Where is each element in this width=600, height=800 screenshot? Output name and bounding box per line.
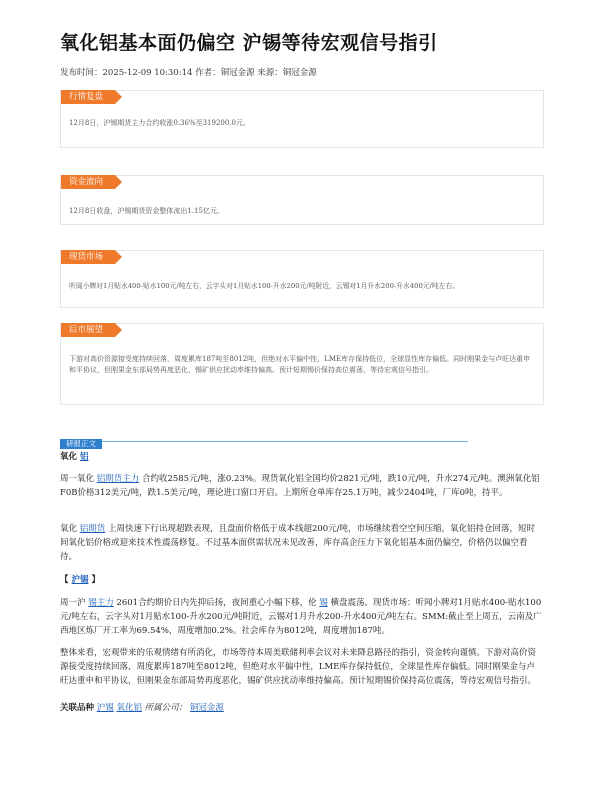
tin-p1-prefix: 周一沪 <box>60 598 86 608</box>
tin-p1-text: 横盘震荡。现货市场：听闻小牌对1月贴水400-贴水100元/吨左右，云字头对1月贴水100-升水200元/吨附近，云锡对1月升水200-升水400元/吨左右。SMM:截止至上周五，云南及广西地区炼厂开工率为69.54%，周度增加0.2%。社会库存为8012吨，周度增加187吨。 <box>60 598 542 636</box>
report-body-label: 研报正文 <box>60 439 102 449</box>
alumina-p2-text: 上周快速下行出现超跌表现，且盘面价格低于成本线超200元/吨，市场继续看空空间压缩，氧化铝持仓回落，短时间氧化铝价格或迎来技术性震荡修复。不过基本面供需状况未见改善，库存高企压力下氧化铝基本面仍偏空，价格仍以偏空看待。 <box>60 524 536 562</box>
alumina-link[interactable]: 铝 <box>79 452 89 462</box>
alumina-p1-prefix: 周一氧化 <box>60 474 95 484</box>
capital-flow-box <box>60 175 544 225</box>
report-body-header <box>60 431 468 448</box>
tin-paragraph-2: 整体来看，宏观带来的乐观情绪有所消化，市场等待本周美联储利率会议对未来降息路径的指引，资金转向谨慎。下游对高价资源接受度持续回落，周度累库187吨至8012吨，但绝对水平偏中性，LME库存保持低位，全球显性库存偏低。同时刚果金与卢旺达重申和平协议，但刚果金东部局势再度恶化，锡矿供应扰动率维持偏高。预计短期锡价保持高位震荡，等待宏观信号指引。 <box>60 648 537 686</box>
variety-alumina-link[interactable]: 氧化铝 <box>116 703 142 713</box>
alumina-heading-prefix: 氧化 <box>60 452 78 462</box>
tin-link[interactable]: 沪锡 <box>71 575 89 585</box>
alumina-p2-prefix: 氧化 <box>60 524 78 534</box>
spot-market-tag: 现货市场 <box>61 250 115 264</box>
alumina-paragraph-2 <box>60 522 542 564</box>
market-review-text: 12月8日，沪锡期货主力合约收涨0.36%至319200.0元。 <box>69 119 250 127</box>
spot-market-text: 听闻小牌对1月贴水400-贴水100元/吨左右，云字头对1月贴水100-升水200元/吨附近，云锡对1月升水200-升水400元/吨左右。 <box>69 282 460 290</box>
tin-p1-mid: 2601合约期价日内先抑后扬，夜间重心小幅下移，伦 <box>116 598 317 608</box>
alumina-futures-main-link[interactable]: 铝期货主力 <box>96 474 140 484</box>
tin-heading-close: 】 <box>91 575 100 585</box>
lme-tin-link[interactable]: 锡 <box>319 598 328 608</box>
tin-paragraph-1 <box>60 596 542 638</box>
outlook-box <box>60 323 544 405</box>
company-label: 所属公司： <box>144 703 188 713</box>
tin-main-link[interactable]: 锡主力 <box>88 598 114 608</box>
market-review-tag: 行情复盘 <box>61 90 115 104</box>
related-varieties <box>60 701 542 715</box>
tin-heading <box>60 573 542 587</box>
article-meta: 发布时间：2025-12-09 10:30:14 作者：铜冠金源 来源：铜冠金源 <box>60 68 317 78</box>
capital-flow-tag: 资金流向 <box>61 175 115 189</box>
outlook-text: 下游对高价资源接受度持续回落，周度累库187吨至8012吨，但绝对水平偏中性，LME库存保持低位，全球显性库存偏低。同时刚果金与卢旺达重申和平协议，但刚果金东部局势再度恶化，锡矿供应扰动率维持偏高。预计短期锡价保持高位震荡，等待宏观信号指引。 <box>69 355 531 374</box>
company-link[interactable]: 铜冠金源 <box>189 703 224 713</box>
related-label: 关联品种 <box>60 703 95 713</box>
alumina-paragraph-1 <box>60 472 542 500</box>
market-review-box <box>60 90 544 148</box>
alumina-futures-link[interactable]: 铝期货 <box>79 524 106 534</box>
alumina-p1-text: 合约收2585元/吨，涨0.23%。现货氧化铝全国均价2821元/吨，跌10元/吨，升水274元/吨。澳洲氧化铝F0B价格312美元/吨，跌1.5美元/吨，理论进口窗口开启。上期所仓单库存25.1万吨，减少2404吨，厂库0吨，持平。 <box>60 474 540 498</box>
variety-tin-link[interactable]: 沪锡 <box>96 703 114 713</box>
outlook-tag: 后市展望 <box>61 323 115 337</box>
tin-heading-open: 【 <box>60 575 69 585</box>
alumina-heading <box>60 450 542 464</box>
capital-flow-text: 12月8日收盘，沪锡期货资金整体流出1.15亿元。 <box>69 207 224 215</box>
spot-market-box <box>60 250 544 308</box>
page-title: 氧化铝基本面仍偏空 沪锡等待宏观信号指引 <box>60 32 438 54</box>
